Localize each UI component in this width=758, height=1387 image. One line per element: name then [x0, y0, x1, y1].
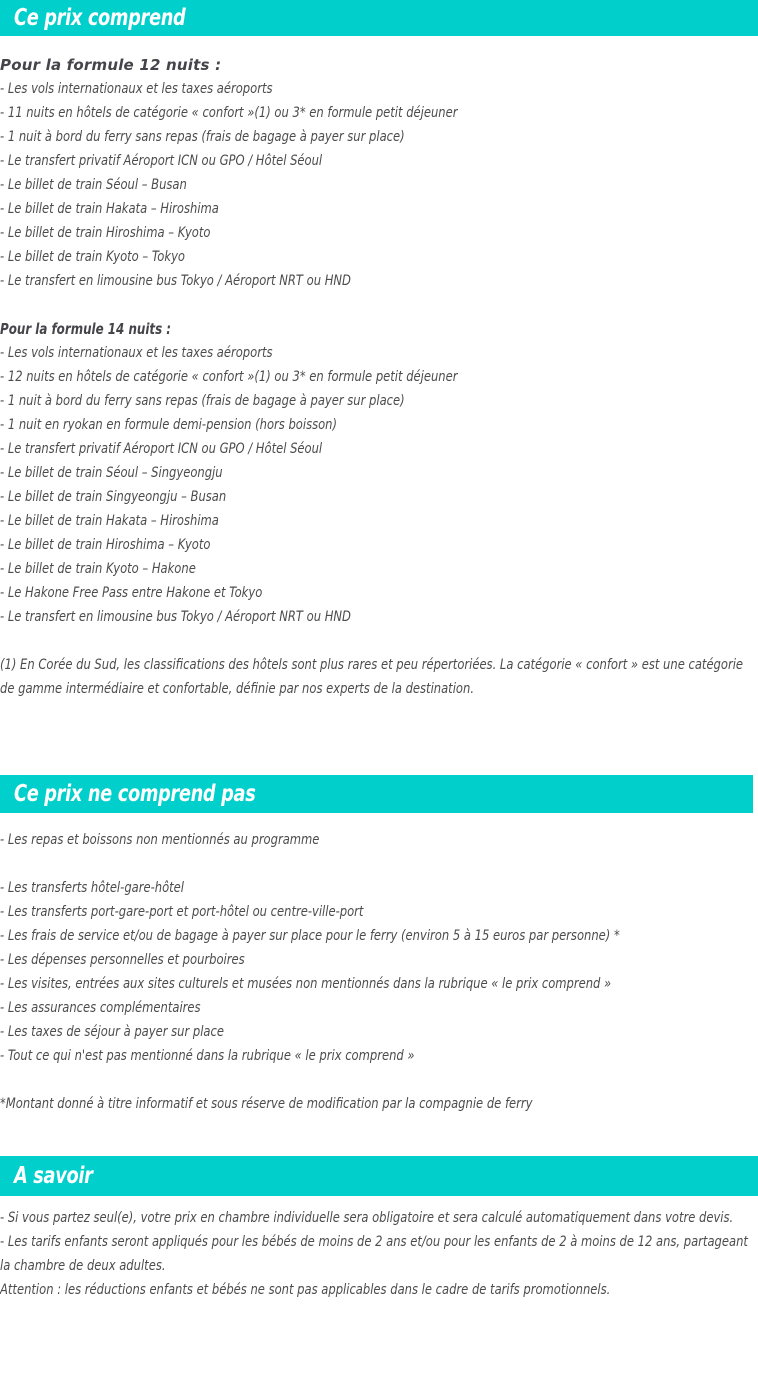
not-included-content: [0, 828, 758, 1116]
list-item: - Le billet de train Séoul – Busan: [0, 176, 187, 193]
list-item: - Le Hakone Free Pass entre Hakone et Tokyo: [0, 584, 263, 601]
list-item: - 1 nuit à bord du ferry sans repas (frais de bagage à payer sur place): [0, 128, 405, 145]
list-item: - Tout ce qui n'est pas mentionné dans la rubrique « le prix comprend »: [0, 1047, 415, 1064]
list-item: - Les assurances complémentaires: [0, 999, 201, 1016]
included-content: [0, 53, 758, 701]
section-banner-included-title: Ce prix comprend: [14, 4, 186, 31]
spacer: [0, 293, 758, 317]
list-item: - Le billet de train Hakata – Hiroshima: [0, 512, 219, 529]
list-item: - Le transfert privatif Aéroport ICN ou GPO / Hôtel Séoul: [0, 152, 323, 169]
list-item: - Les transferts hôtel-gare-hôtel: [0, 879, 185, 896]
list-item: - Le transfert en limousine bus Tokyo / Aéroport NRT ou HND: [0, 272, 351, 289]
formula-14-heading: Pour la formule 14 nuits :: [0, 320, 172, 338]
spacer: [0, 852, 758, 876]
section-banner-not-included-title: Ce prix ne comprend pas: [14, 780, 256, 807]
good-to-know-content: [0, 1206, 758, 1302]
paragraph: - Si vous partez seul(e), votre prix en chambre individuelle sera obligatoire et sera calculé automatiquement dans votre devis.: [0, 1209, 734, 1226]
paragraph: Attention : les réductions enfants et bébés ne sont pas applicables dans le cadre de tarifs promotionnels.: [0, 1281, 611, 1298]
list-item: - Le billet de train Séoul – Singyeongju: [0, 464, 223, 481]
list-item: - Les taxes de séjour à payer sur place: [0, 1023, 224, 1040]
list-item: - Les transferts port-gare-port et port-hôtel ou centre-ville-port: [0, 903, 364, 920]
not-included-footnote: *Montant donné à titre informatif et sous réserve de modification par la compagnie de ferry: [0, 1095, 533, 1112]
section-banner-not-included: [0, 775, 753, 813]
included-footnote: (1) En Corée du Sud, les classifications des hôtels sont plus rares et peu répertoriées. La catégorie « confort » est une catégorie de gamme intermédiaire et confortable, définie par nos experts de la destination.: [0, 656, 744, 697]
list-item: - Les frais de service et/ou de bagage à payer sur place pour le ferry (environ 5 à 15 euros par personne) *: [0, 927, 620, 944]
section-banner-good-to-know-title: A savoir: [14, 1162, 93, 1189]
list-item: - 11 nuits en hôtels de catégorie « confort »(1) ou 3* en formule petit déjeuner: [0, 104, 458, 121]
list-item: - 1 nuit à bord du ferry sans repas (frais de bagage à payer sur place): [0, 392, 405, 409]
list-item: - 1 nuit en ryokan en formule demi-pension (hors boisson): [0, 416, 338, 433]
paragraph: - Les tarifs enfants seront appliqués pour les bébés de moins de 2 ans et/ou pour les enfants de 2 à moins de 12 ans, partageant la chambre de deux adultes.: [0, 1233, 748, 1274]
spacer: [0, 1068, 758, 1092]
list-item: - Le billet de train Kyoto – Tokyo: [0, 248, 185, 265]
spacer: [0, 629, 758, 653]
list-item: - Le billet de train Kyoto – Hakone: [0, 560, 196, 577]
list-item: - Le billet de train Hakata – Hiroshima: [0, 200, 219, 217]
list-item: - 12 nuits en hôtels de catégorie « confort »(1) ou 3* en formule petit déjeuner: [0, 368, 458, 385]
list-item: - Les repas et boissons non mentionnés au programme: [0, 831, 320, 848]
section-banner-included: [0, 0, 758, 36]
list-item: - Les visites, entrées aux sites culturels et musées non mentionnés dans la rubrique « le prix comprend »: [0, 975, 612, 992]
list-item: - Les dépenses personnelles et pourboires: [0, 951, 245, 968]
list-item: - Le transfert privatif Aéroport ICN ou GPO / Hôtel Séoul: [0, 440, 323, 457]
list-item: - Le transfert en limousine bus Tokyo / Aéroport NRT ou HND: [0, 608, 351, 625]
list-item: - Le billet de train Singyeongju – Busan: [0, 488, 227, 505]
list-item: - Les vols internationaux et les taxes aéroports: [0, 80, 273, 97]
section-banner-good-to-know: [0, 1156, 758, 1196]
formula-12-heading: Pour la formule 12 nuits :: [0, 56, 222, 74]
list-item: - Le billet de train Hiroshima – Kyoto: [0, 224, 211, 241]
list-item: - Le billet de train Hiroshima – Kyoto: [0, 536, 211, 553]
list-item: - Les vols internationaux et les taxes aéroports: [0, 344, 273, 361]
